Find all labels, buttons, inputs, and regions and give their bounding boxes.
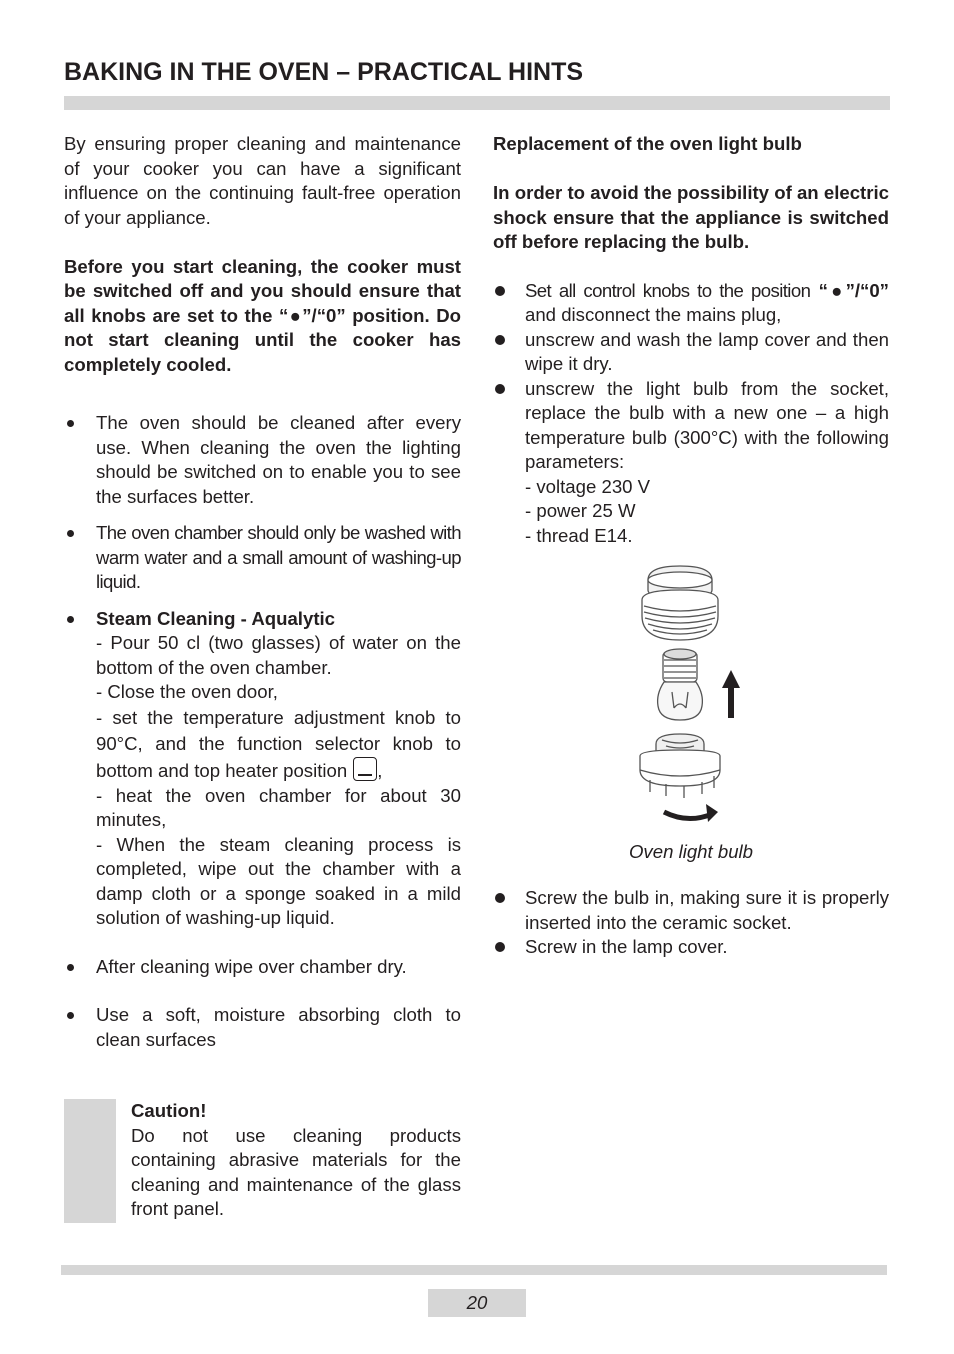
steam-step: - Pour 50 cl (two glasses) of water on the bottom of the oven chamber. <box>96 632 461 678</box>
footer-divider <box>61 1265 887 1275</box>
bulb-param: - thread E14. <box>525 524 633 546</box>
bulb-heading: Replacement of the oven light bulb <box>493 133 802 154</box>
page-number: 20 <box>428 1289 526 1317</box>
oven-light-bulb-illustration <box>626 560 766 830</box>
bottom-top-heater-icon <box>353 757 377 781</box>
caution-text: Do not use cleaning products containing abrasive materials for the cleaning and maintenance of the glass front panel. <box>131 1124 461 1219</box>
bulb-param: - power 25 W <box>525 500 636 521</box>
figure-caption: Oven light bulb <box>628 841 754 862</box>
bulb-param: - voltage 230 V <box>525 475 651 497</box>
title-divider <box>64 96 890 110</box>
right-column <box>493 132 889 548</box>
shock-warning: In order to avoid the possibility of an electric shock ensure that the appliance is switched off before replacing the bulb. <box>493 182 889 252</box>
steam-step: - heat the oven chamber for about 30 minutes, <box>96 784 461 830</box>
bulb-steps-list <box>493 279 889 549</box>
page-title: BAKING IN THE OVEN – PRACTICAL HINTS <box>64 58 584 86</box>
list-item: unscrew and wash the lamp cover and then wipe it dry. <box>493 328 889 377</box>
cleaning-list <box>64 411 461 1052</box>
list-item: Screw in the lamp cover. <box>493 935 889 960</box>
intro-paragraph: By ensuring proper cleaning and maintenance of your cooker you can have a significant influence on the continuing fault-free operation of your appliance. <box>64 133 461 228</box>
list-item-steam: Steam Cleaning - Aqualytic - Pour 50 cl (two glasses) of water on the bottom of the oven chamber. - Close the oven door, - set the temperature adjustment knob to 90°C, and the function selector knob to bottom and top heater position , - heat the oven chamber for about 30 minutes, - When the steam cleaning process is completed, wipe out the chamber with a damp cloth or a sponge soaked in a mild solution of washing-up liquid. <box>64 607 461 931</box>
list-item: Use a soft, moisture absorbing cloth to clean surfaces <box>64 1003 461 1052</box>
list-item: Screw the bulb in, making sure it is properly inserted into the ceramic socket. <box>493 886 889 935</box>
list-item: After cleaning wipe over chamber dry. <box>64 955 461 980</box>
steam-step: - set the temperature adjustment knob to 90°C, and the function selector knob to bottom and top heater position <box>96 706 461 781</box>
left-column <box>64 132 461 1052</box>
cleaning-warning: Before you start cleaning, the cooker must be switched off and you should ensure that all knobs are set to the “●”/“0” position. Do not start cleaning until the cooker has completely cooled. <box>64 255 461 375</box>
steam-step: - Close the oven door, <box>96 681 278 702</box>
after-steps-list <box>493 886 889 960</box>
caution-box <box>131 1099 461 1222</box>
list-item: unscrew the light bulb from the socket, replace the bulb with a new one – a high temperature bulb (300°C) with the following parameters: - voltage 230 V - power 25 W - thread E14. <box>493 377 889 549</box>
caution-title: Caution! <box>131 1100 207 1121</box>
steam-step: - When the steam cleaning process is completed, wipe out the chamber with a damp cloth or a sponge soaked in a mild solution of washing-up liquid. <box>96 833 461 928</box>
list-item: The oven should be cleaned after every use. When cleaning the oven the lighting should be switched on to enable you to see the surfaces better. <box>64 411 461 509</box>
list-item: Set all control knobs to the position “●”/“0” and disconnect the mains plug, <box>493 279 889 328</box>
steam-heading: Steam Cleaning - Aqualytic <box>96 607 336 629</box>
caution-marker <box>64 1099 116 1223</box>
list-item: The oven chamber should only be washed with warm water and a small amount of washing-up liquid. <box>64 521 461 595</box>
